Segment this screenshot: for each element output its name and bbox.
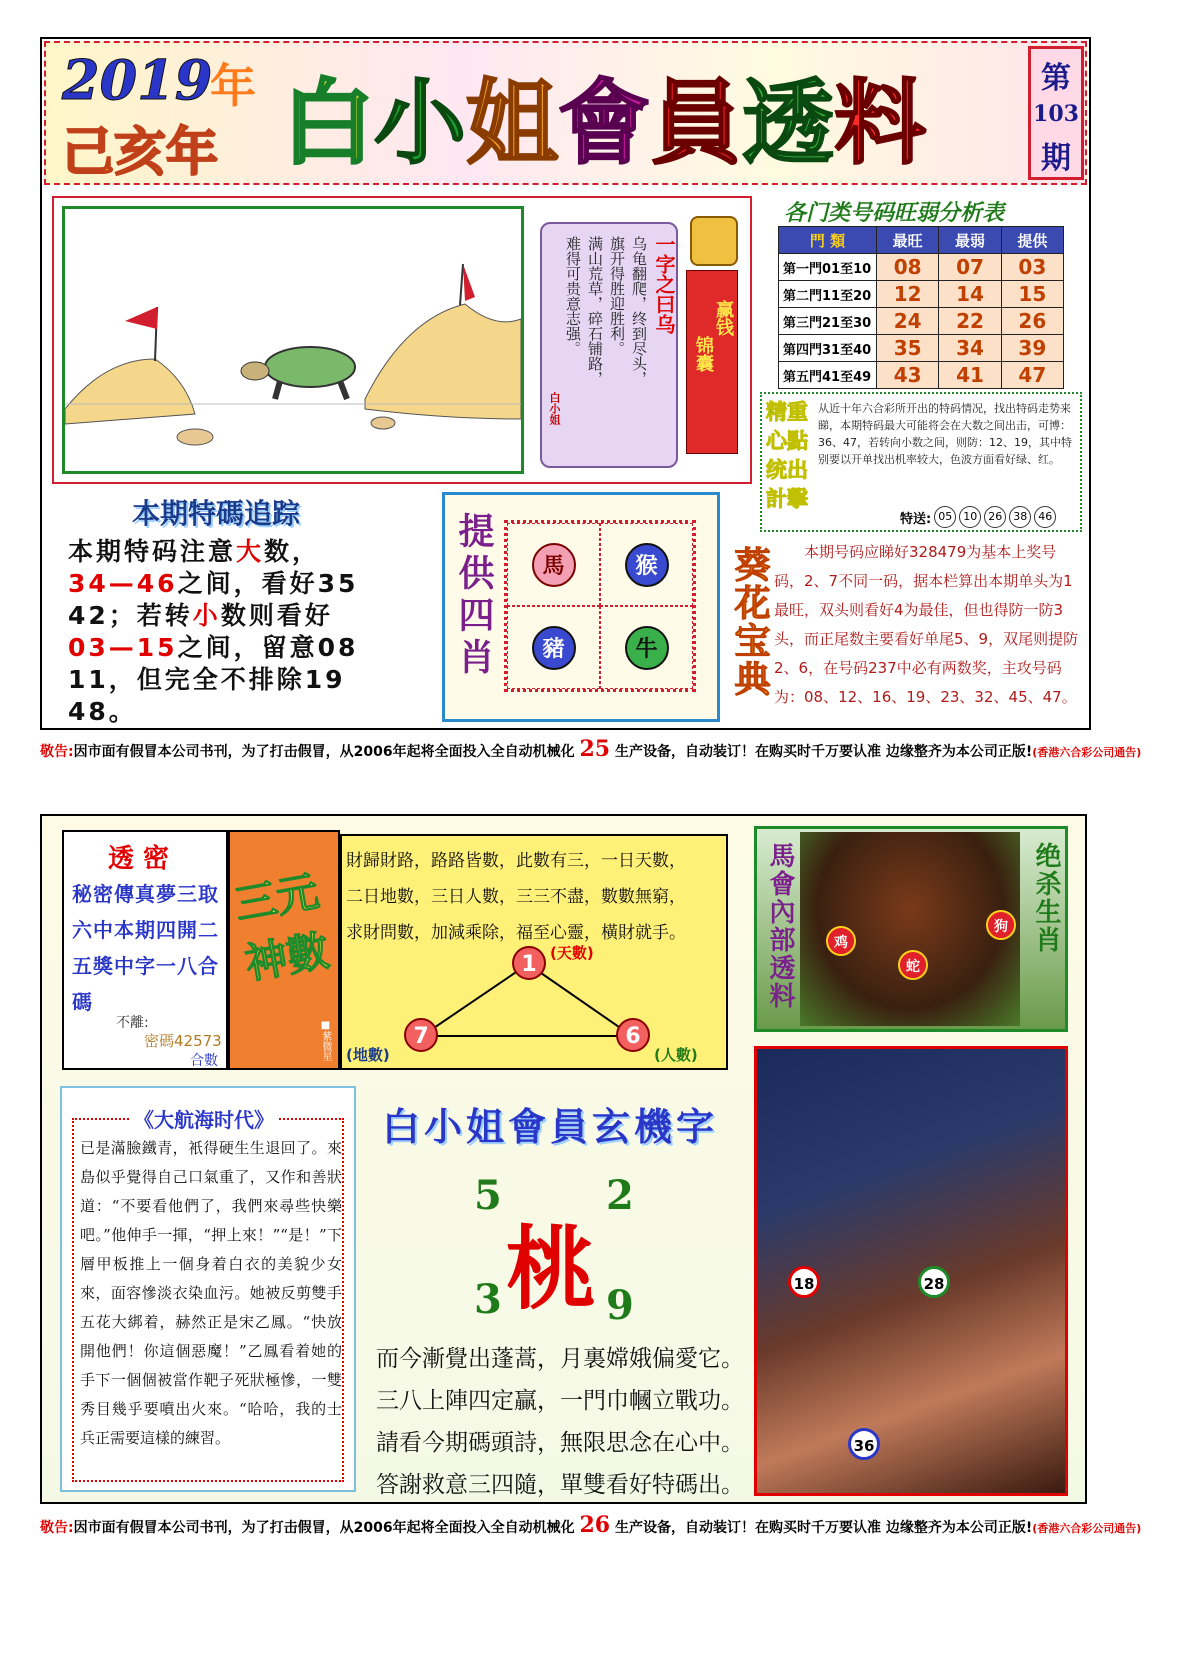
zodiac-star: 鸡 <box>826 926 856 956</box>
sanyuan-title: 三元神數 <box>231 866 333 989</box>
scroll-poem-3: 满山荒草，碎石铺路， <box>586 236 604 386</box>
cell-offer: 03 <box>1001 254 1063 281</box>
header-ganzhi: 己亥年 <box>62 123 219 183</box>
track-t7: 数则看好 <box>220 601 333 630</box>
mi-text: 秘密傳真夢三取六中本期四開二五獎中字一八合碼 <box>72 882 219 1014</box>
header-nian: 年 <box>210 59 256 113</box>
cell-min: 14 <box>939 281 1001 308</box>
xuanji-poem <box>376 1338 744 1506</box>
track-t11: 48。 <box>68 697 137 726</box>
story-text: 已是滿臉鐵青，衹得硬生生退回了。來島似乎覺得自己口氣重了，又作和善狀道：“不要看他們了，我們來尋些快樂吧。”他伸手一揮，“押上來！”“是！”下層甲板推上一個身着白衣的美貌少女來，面容慘淡衣染血污。她被反剪雙手五花大綁着，赫然正是宋乙鳳。“快放開他們！你這個惡魔！”乙鳳看着她的手下一個個被當作靶子死狀極慘，一雙秀目幾乎要噴出火來。“哈哈，我的士兵正需要這樣的練習。 <box>80 1139 342 1447</box>
key-points-label: 精重心點统出計擊 <box>766 400 808 511</box>
zodiac-ball: 猴 <box>625 543 669 587</box>
cell-max: 24 <box>877 308 939 335</box>
zodiac-grid <box>504 520 696 692</box>
notice-pre: 因市面有假冒本公司书刊，为了打击假冒，从2006年起将全面投入全自动机械化 <box>73 1520 575 1536</box>
table-row <box>779 335 1064 362</box>
scroll-signature: 白小姐 <box>548 392 561 425</box>
track-title: 本期特碼追踪 <box>132 497 301 530</box>
sanyuan-verse-3: 求財問數，加減乘除，福至心靈，橫財就手。 <box>346 923 686 943</box>
cell-min: 41 <box>939 362 1001 389</box>
title-char: 小 <box>374 70 467 177</box>
issue-suffix: 期 <box>1041 141 1071 176</box>
row-label: 第五門41至49 <box>779 362 877 389</box>
analysis-header: 提供 <box>1001 227 1063 254</box>
track-range-big: 34—46 <box>68 569 178 598</box>
row-label: 第二門11至20 <box>779 281 877 308</box>
cell-max: 35 <box>877 335 939 362</box>
cell-min: 07 <box>939 254 1001 281</box>
send-ball: 46 <box>1034 506 1056 528</box>
track-t5: 42；若转 <box>68 601 193 630</box>
zodiac-ball: 豬 <box>532 626 576 670</box>
mi-title: 透 密 <box>108 844 170 874</box>
xuanji-num-2: 2 <box>606 1172 634 1219</box>
zodiac-ball: 馬 <box>532 543 576 587</box>
xuanji-num-3: 3 <box>474 1276 502 1323</box>
sanyuan-verse-2: 二日地數，三日人數，三三不盡，數數無窮， <box>346 887 686 907</box>
notice-source: (香港六合彩公司通告) <box>1032 746 1142 759</box>
table-row <box>779 281 1064 308</box>
horse-label-2: 绝杀生肖 <box>1031 842 1061 954</box>
key-points-text: 从近十年六合彩所开出的特码情况，找出特码走势来睇，本期特码最大可能将会在大数之间出击，可博：36、47，若转向小数之间，则防：12、19，其中特别要以开单找出机率较大，色波方面看好绿、红。 <box>818 402 1072 466</box>
track-big: 大 <box>236 537 265 566</box>
title-char: 員 <box>650 70 743 177</box>
issue-box <box>1028 46 1084 180</box>
photo-ball: 28 <box>918 1266 950 1298</box>
pouch-icon <box>690 216 738 266</box>
cell-offer: 47 <box>1001 362 1063 389</box>
mi-not-label: 不離: <box>116 1015 149 1031</box>
xuanji-poem-line: 答謝救意三四隨，單雙看好特碼出。 <box>376 1472 744 1498</box>
photo-ball: 36 <box>848 1428 880 1460</box>
story-title: 《大航海时代》 <box>130 1104 278 1133</box>
special-send-label: 特送: <box>900 511 932 527</box>
pouch-label-2: 锦囊 <box>693 336 714 372</box>
baodian-label: 葵花宝典 <box>729 546 770 698</box>
track-t9: 之间，留意08 <box>177 633 359 662</box>
notice-bar-2 <box>40 1512 1180 1538</box>
row-label: 第三門21至30 <box>779 308 877 335</box>
analysis-header: 最弱 <box>939 227 1001 254</box>
di-ball: 7 <box>404 1018 438 1052</box>
table-row <box>779 254 1064 281</box>
notice-label: 敬告: <box>40 1520 74 1536</box>
zodiac-cell-pig <box>507 606 600 689</box>
mi-he: 合數 <box>190 1053 218 1069</box>
track-small: 小 <box>192 601 221 630</box>
sanyuan-note: ■紫微星 <box>320 1020 331 1061</box>
notice-pre: 因市面有假冒本公司书刊，为了打击假冒，从2006年起将全面投入全自动机械化 <box>73 744 575 760</box>
xuanji-num-5: 5 <box>474 1172 502 1219</box>
zodiac-cell-monkey <box>600 523 693 606</box>
cell-max: 43 <box>877 362 939 389</box>
zodiac-ball: 牛 <box>625 626 669 670</box>
notice-number: 25 <box>579 736 611 762</box>
zodiac-star: 蛇 <box>898 950 928 980</box>
xuanji-poem-line: 請看今期碼頭詩，無限思念在心中。 <box>376 1430 744 1456</box>
cell-offer: 15 <box>1001 281 1063 308</box>
analysis-table <box>778 226 1064 389</box>
title-char: 姐 <box>466 70 559 177</box>
baodian-text: 本期号码应睇好328479为基本上奖号码，2、7不同一码，据本栏算出本期单头为1最旺，双头则看好4为最佳，但也得防一防3头，而正尾数主要看好单尾5、9，双尾则提防2、6，在号码237中必有两数奖，主攻号码为：08、12、16、19、23、32、45、47。 <box>774 543 1079 706</box>
track-t0: 本期特码注意 <box>68 537 237 566</box>
title-char: 料 <box>834 70 927 177</box>
xuanji-char: 桃 <box>506 1217 596 1322</box>
notice-number: 26 <box>579 1512 611 1538</box>
di-label: (地數) <box>346 1046 390 1064</box>
xuanji-title: 白小姐會員玄機字 <box>382 1105 719 1149</box>
track-text <box>68 536 430 728</box>
track-range-small: 03—15 <box>68 633 178 662</box>
zodiac-cell-horse <box>507 523 600 606</box>
zodiac-star: 狗 <box>986 910 1016 940</box>
photo-ball: 18 <box>788 1266 820 1298</box>
analysis-title: 各门类号码旺弱分析表 <box>784 201 1005 226</box>
table-row <box>779 362 1064 389</box>
notice-post: 生产设备，自动装订！在购买时千万要认准 边缘整齐为本公司正版! <box>614 1520 1033 1536</box>
track-t4: 之间，看好35 <box>177 569 359 598</box>
cell-max: 08 <box>877 254 939 281</box>
cell-min: 22 <box>939 308 1001 335</box>
xuanji-poem-line: 三八上陣四定贏，一門巾幗立戰功。 <box>376 1388 744 1414</box>
issue-number: 103 <box>1033 101 1079 127</box>
ren-ball: 6 <box>616 1018 650 1052</box>
tian-label: (天數) <box>550 944 594 962</box>
notice-bar-1 <box>40 736 1180 762</box>
track-t10: 11，但完全不排除19 <box>68 665 346 694</box>
notice-post: 生产设备，自动装订！在购买时千万要认准 边缘整齐为本公司正版! <box>614 744 1033 760</box>
analysis-header: 門 類 <box>779 227 877 254</box>
xuanji-num-9: 9 <box>606 1282 634 1329</box>
scroll-title: 一字之曰乌 <box>652 234 676 334</box>
analysis-header: 最旺 <box>877 227 939 254</box>
scroll-poem-2: 旗开得胜迎胜利。 <box>608 236 626 356</box>
scroll-poem-1: 乌龟翻爬，终到尽头， <box>630 236 648 386</box>
xuanji-poem-line: 而今漸覺出蓬蒿，月裏嫦娥偏愛它。 <box>376 1346 744 1372</box>
table-row <box>779 308 1064 335</box>
title-char: 白 <box>282 70 375 177</box>
send-ball: 10 <box>959 506 981 528</box>
pouch-label-1: 赢钱 <box>713 300 734 336</box>
header-year: 2019 <box>62 48 213 112</box>
track-t2: 数， <box>264 537 321 566</box>
cell-min: 34 <box>939 335 1001 362</box>
horse-label-1: 馬會內部透料 <box>765 842 795 1010</box>
title-char: 會 <box>558 70 651 177</box>
send-ball: 38 <box>1009 506 1031 528</box>
analysis-header-row <box>779 227 1064 254</box>
tian-ball: 1 <box>512 946 546 980</box>
notice-source: (香港六合彩公司通告) <box>1032 1522 1142 1535</box>
turtle-illustration <box>62 206 524 474</box>
mi-code: 密碼42573 <box>144 1032 222 1050</box>
issue-prefix: 第 <box>1041 61 1071 96</box>
header-title <box>282 52 1022 180</box>
row-label: 第一門01至10 <box>779 254 877 281</box>
sanyuan-verse-1: 財歸財路，路路皆數，此數有三，一日天數， <box>346 851 686 871</box>
notice-label: 敬告: <box>40 744 74 760</box>
four-zodiac-label: 提供四肖 <box>453 512 494 680</box>
cell-offer: 26 <box>1001 308 1063 335</box>
send-ball: 26 <box>984 506 1006 528</box>
cell-max: 12 <box>877 281 939 308</box>
cell-offer: 39 <box>1001 335 1063 362</box>
send-ball: 05 <box>934 506 956 528</box>
special-send <box>900 506 1056 528</box>
ren-label: (人數) <box>654 1046 698 1064</box>
title-char: 透 <box>742 70 835 177</box>
zodiac-cell-ox <box>600 606 693 689</box>
scroll-poem-4: 难得可贵意志强。 <box>564 236 582 356</box>
row-label: 第四門31至40 <box>779 335 877 362</box>
